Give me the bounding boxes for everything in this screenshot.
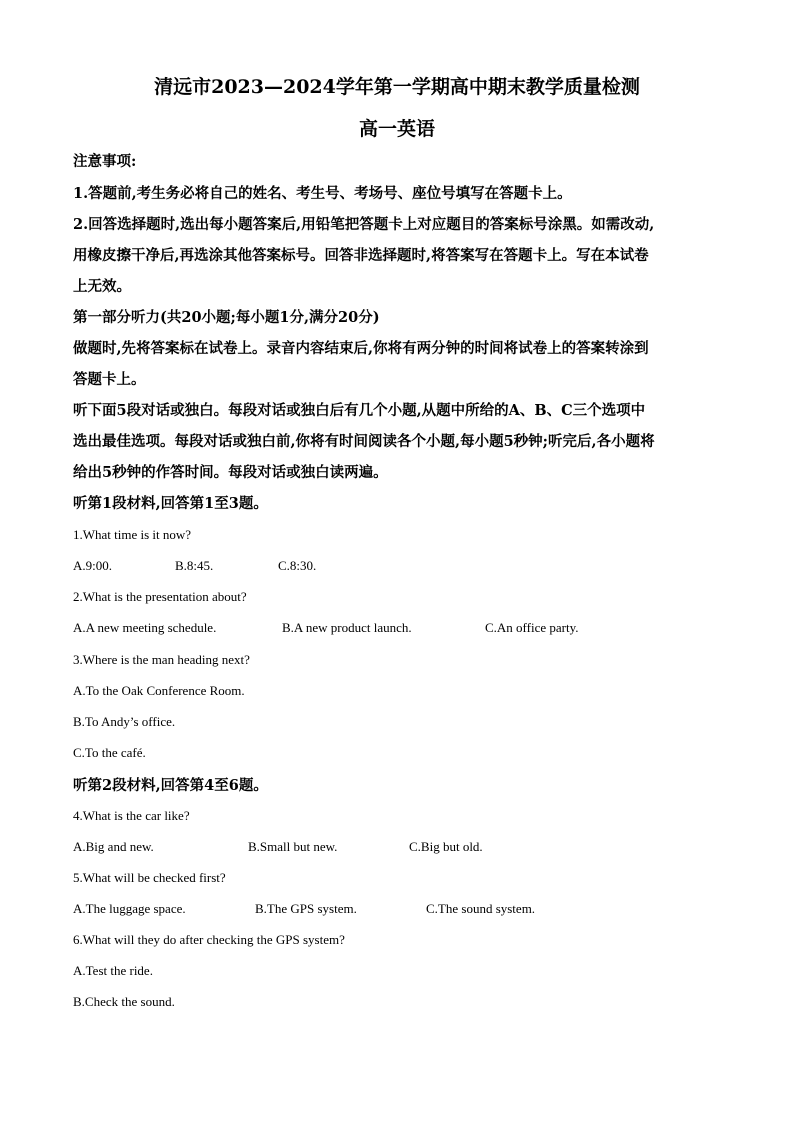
question-4-option-c: C.Big but old. — [409, 839, 483, 854]
question-1-option-c: C.8:30. — [278, 558, 317, 573]
part1-heading: 第一部分听力(共20小题;每小题1分,满分20分) — [73, 309, 380, 326]
part1-intro-line-1: 做题时,先将答案标在试卷上。录音内容结束后,你将有两分钟的时间将试卷上的答案转涂到 — [73, 340, 649, 357]
notice-item-2-line-2: 用橡皮擦干净后,再选涂其他答案标号。回答非选择题时,将答案写在答题卡上。写在本试卷 — [73, 247, 649, 264]
question-1-option-a: A.9:00. — [73, 558, 112, 573]
question-3-option-b: B.To Andy’s office. — [73, 714, 176, 729]
question-3-stem: 3.Where is the man heading next? — [73, 652, 250, 667]
question-5-option-c: C.The sound system. — [426, 901, 536, 916]
question-6-option-a: A.Test the ride. — [73, 963, 153, 978]
notice-item-1: 1.答题前,考生务必将自己的姓名、考生号、考场号、座位号填写在答题卡上。 — [73, 185, 572, 202]
exam-title: 清远市2023—2024学年第一学期高中期末教学质量检测 — [154, 76, 640, 98]
exam-subtitle: 高一英语 — [358, 118, 435, 140]
question-6-option-b: B.Check the sound. — [73, 994, 175, 1009]
question-5-option-b: B.The GPS system. — [255, 901, 357, 916]
question-2-option-a: A.A new meeting schedule. — [73, 620, 217, 635]
part1-directions-line-2: 选出最佳选项。每段对话或独白前,你将有时间阅读各个小题,每小题5秒钟;听完后,各小题将 — [73, 433, 655, 450]
question-5-option-a: A.The luggage space. — [73, 901, 186, 916]
question-5-stem: 5.What will be checked first? — [73, 870, 226, 885]
part1-directions-line-3: 给出5秒钟的作答时间。每段对话或独白读两遍。 — [73, 464, 388, 481]
question-6-stem: 6.What will they do after checking the GPS system? — [73, 932, 345, 947]
notice-heading: 注意事项: — [73, 153, 137, 170]
part1-intro-line-2: 答题卡上。 — [73, 371, 146, 388]
part1-directions-line-1: 听下面5段对话或独白。每段对话或独白后有几个小题,从题中所给的A、B、C三个选项中 — [73, 402, 646, 419]
question-4-option-b: B.Small but new. — [248, 839, 338, 854]
question-1-stem: 1.What time is it now? — [73, 527, 192, 542]
question-1-option-b: B.8:45. — [175, 558, 214, 573]
section1-heading: 听第1段材料,回答第1至3题。 — [73, 495, 268, 512]
question-2-option-b: B.A new product launch. — [282, 620, 412, 635]
question-3-option-a: A.To the Oak Conference Room. — [73, 683, 245, 698]
section2-heading: 听第2段材料,回答第4至6题。 — [73, 777, 268, 794]
question-3-option-c: C.To the café. — [73, 745, 146, 760]
question-4-option-a: A.Big and new. — [73, 839, 154, 854]
notice-item-2-line-3: 上无效。 — [73, 278, 131, 295]
question-2-option-c: C.An office party. — [485, 620, 579, 635]
question-2-stem: 2.What is the presentation about? — [73, 589, 247, 604]
notice-item-2-line-1: 2.回答选择题时,选出每小题答案后,用铅笔把答题卡上对应题目的答案标号涂黑。如需改动, — [73, 216, 655, 233]
question-4-stem: 4.What is the car like? — [73, 808, 190, 823]
